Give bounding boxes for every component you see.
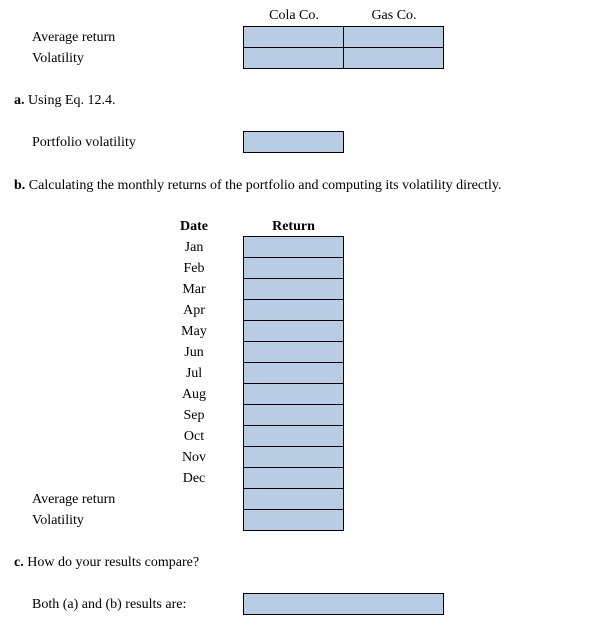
return-cell[interactable] bbox=[243, 341, 344, 363]
return-cell[interactable] bbox=[243, 299, 344, 321]
return-cell[interactable] bbox=[243, 467, 344, 489]
part-b-letter: b. bbox=[14, 178, 26, 193]
month-label: Jul bbox=[185, 366, 203, 381]
gas-average-return-cell[interactable] bbox=[343, 26, 444, 48]
part-c-text: How do your results compare? bbox=[27, 555, 200, 570]
gas-volatility-cell[interactable] bbox=[343, 47, 444, 69]
portfolio-volatility-b-cell[interactable] bbox=[243, 509, 344, 531]
month-label: Apr bbox=[183, 303, 205, 318]
part-a-letter: a. bbox=[14, 93, 25, 108]
part-a-text: Using Eq. 12.4. bbox=[28, 93, 116, 108]
portfolio-volatility-cell[interactable] bbox=[243, 131, 344, 153]
month-label: Nov bbox=[181, 450, 207, 465]
month-label: Oct bbox=[183, 429, 205, 444]
return-cell[interactable] bbox=[243, 404, 344, 426]
cola-volatility-cell[interactable] bbox=[243, 47, 344, 69]
volatility-label: Volatility bbox=[32, 51, 84, 66]
portfolio-volatility-label: Portfolio volatility bbox=[32, 135, 136, 150]
return-cell[interactable] bbox=[243, 383, 344, 405]
month-label: Jan bbox=[184, 240, 204, 255]
comparison-answer-cell[interactable] bbox=[243, 593, 444, 615]
cola-co-header: Cola Co. bbox=[269, 8, 319, 23]
month-label: Dec bbox=[182, 471, 206, 486]
part-b-heading bbox=[14, 177, 501, 195]
month-label: Jun bbox=[184, 345, 204, 360]
month-label: Mar bbox=[182, 282, 206, 297]
portfolio-average-return-cell[interactable] bbox=[243, 488, 344, 510]
date-header: Date bbox=[180, 219, 208, 234]
average-return-label: Average return bbox=[32, 30, 116, 45]
part-c-letter: c. bbox=[14, 555, 24, 570]
portfolio-volatility-b-label: Volatility bbox=[32, 513, 84, 528]
month-label: May bbox=[181, 324, 207, 339]
return-cell[interactable] bbox=[243, 425, 344, 447]
month-label: Aug bbox=[181, 387, 207, 402]
return-cell[interactable] bbox=[243, 320, 344, 342]
portfolio-average-return-label: Average return bbox=[32, 492, 116, 507]
part-b-text: Calculating the monthly returns of the portfolio and computing its volatility directly. bbox=[28, 178, 502, 193]
comparison-label: Both (a) and (b) results are: bbox=[32, 597, 187, 612]
month-label: Feb bbox=[183, 261, 205, 276]
cola-average-return-cell[interactable] bbox=[243, 26, 344, 48]
part-c-heading bbox=[14, 554, 199, 572]
gas-co-header: Gas Co. bbox=[371, 8, 417, 23]
return-header: Return bbox=[272, 219, 315, 234]
return-cell[interactable] bbox=[243, 278, 344, 300]
return-cell[interactable] bbox=[243, 257, 344, 279]
return-cell[interactable] bbox=[243, 236, 344, 258]
month-label: Sep bbox=[183, 408, 205, 423]
part-a-heading bbox=[14, 92, 116, 110]
return-cell[interactable] bbox=[243, 362, 344, 384]
return-cell[interactable] bbox=[243, 446, 344, 468]
